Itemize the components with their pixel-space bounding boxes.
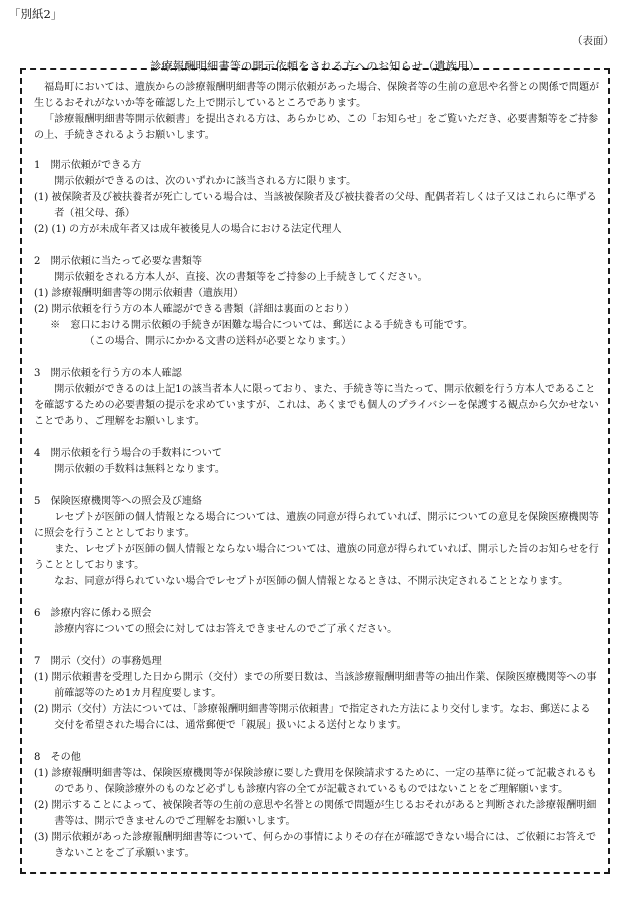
appendix-label: 「別紙2」: [9, 7, 63, 21]
section-heading: 7 開示（交付）の事務処理: [34, 656, 162, 667]
section-required-documents: [34, 254, 600, 350]
list-item: (3) 開示依頼があった診療報酬明細書等について、何らかの事情によりその存在が確認できない場合には、ご依頼にお答えできないことをご了承願います。: [34, 832, 597, 859]
list-item: (1) 被保険者及び被扶養者が死亡している場合は、当該被保険者及び被扶養者の父母、配偶者若しくは子又はこれらに準ずる者（祖父母、孫）: [34, 192, 597, 219]
section-heading: 1 開示依頼ができる方: [34, 160, 142, 171]
intro-paragraph: 福島町においては、遺族からの診療報酬明細書等の開示依頼があった場合、保険者等の生前の意思や名誉との関係で問題が生じるおそれがないか等を確認した上で開示しているところであります。: [34, 82, 600, 109]
section-text: 開示依頼をされる方本人が、直接、次の書類等をご持参の上手続きしてください。: [54, 272, 428, 283]
section-medical-institution-inquiry: [34, 494, 600, 590]
front-side-label: （表面）: [572, 35, 614, 47]
section-text: また、レセプトが医師の個人情報とならない場合については、遺族の同意が得られていれば、開示した旨のお知らせを行うこととしております。: [34, 544, 599, 571]
notice-body: [34, 80, 600, 862]
section-other: [34, 750, 600, 862]
section-heading: 6 診療内容に係わる照会: [34, 608, 152, 619]
section-heading: 2 開示依頼に当たって必要な書類等: [34, 256, 202, 267]
list-item: (1) 診療報酬明細書等の開示依頼書（遺族用）: [34, 288, 244, 299]
section-text: 開示依頼の手数料は無料となります。: [54, 464, 225, 475]
section-disclosure-processing: [34, 654, 600, 734]
intro-paragraph: 「診療報酬明細書等開示依頼書」を提出される方は、あらかじめ、この「お知らせ」をご覧いただき、必要書類等をご持参の上、手続きされるようお願いします。: [34, 114, 599, 141]
section-eligible-requesters: [34, 158, 600, 238]
note-text: （この場合、開示にかかる文書の送料が必要となります。）: [84, 336, 352, 347]
section-heading: 5 保険医療機関等への照会及び連絡: [34, 496, 202, 507]
section-fees: [34, 446, 600, 478]
list-item: (2) (1) の方が未成年者又は成年被後見人の場合における法定代理人: [34, 224, 342, 235]
list-item: (2) 開示依頼を行う方の本人確認ができる書類（詳細は裏面のとおり）: [34, 304, 355, 315]
section-identity-verification: [34, 366, 600, 430]
section-text: レセプトが医師の個人情報となる場合については、遺族の同意が得られていれば、開示についての意見を保険医療機関等に照会を行うこととしております。: [34, 512, 599, 539]
section-heading: 3 開示依頼を行う方の本人確認: [34, 368, 182, 379]
section-heading: 8 その他: [34, 752, 81, 763]
note-text: ※ 窓口における開示依頼の手続きが困難な場合については、郵送による手続きも可能です。: [50, 320, 474, 331]
list-item: (1) 開示依頼書を受理した日から開示（交付）までの所要日数は、当該診療報酬明細書等の抽出作業、保険医療機関等への事前確認等のため1カ月程度要します。: [34, 672, 597, 699]
list-item: (2) 開示（交付）方法については、「診療報酬明細書等開示依頼書」で指定された方法により交付します。なお、郵送による交付を希望された場合には、通常郵便で「親展」扱いによる送付となります。: [34, 704, 591, 731]
section-treatment-inquiry: [34, 606, 600, 638]
section-text: なお、同意が得られていない場合でレセプトが医師の個人情報となるときは、不開示決定されることとなります。: [54, 576, 569, 587]
list-item: (1) 診療報酬明細書等は、保険医療機関等が保険診療に要した費用を保険請求するために、一定の基準に従って記載されるものであり、保険診療外のものなど必ずしも診療内容の全てが記載されているものではないことをご理解願います。: [34, 768, 597, 795]
section-heading: 4 開示依頼を行う場合の手数料について: [34, 448, 222, 459]
section-text: 開示依頼ができるのは、次のいずれかに該当される方に限ります。: [54, 176, 357, 187]
section-text: 診療内容についての照会に対してはお答えできませんのでご了承ください。: [54, 624, 398, 635]
document-title: 診療報酬明細書等の開示依頼をされる方へのお知らせ（遺族用）: [150, 60, 480, 73]
section-text: 開示依頼ができるのは上記1の該当者本人に限っており、また、手続き等に当たって、開示依頼を行う方本人であることを確認するための必要書類の提示を求めていますが、これは、あくまでも個人のプライバシーを保護する観点から欠かせないことであり、ご理解をお願いします。: [34, 384, 599, 427]
list-item: (2) 開示することによって、被保険者等の生前の意思や名誉との関係で問題が生じるおそれがあると判断された診療報酬明細書等は、開示できませんのでご理解をお願いします。: [34, 800, 597, 827]
